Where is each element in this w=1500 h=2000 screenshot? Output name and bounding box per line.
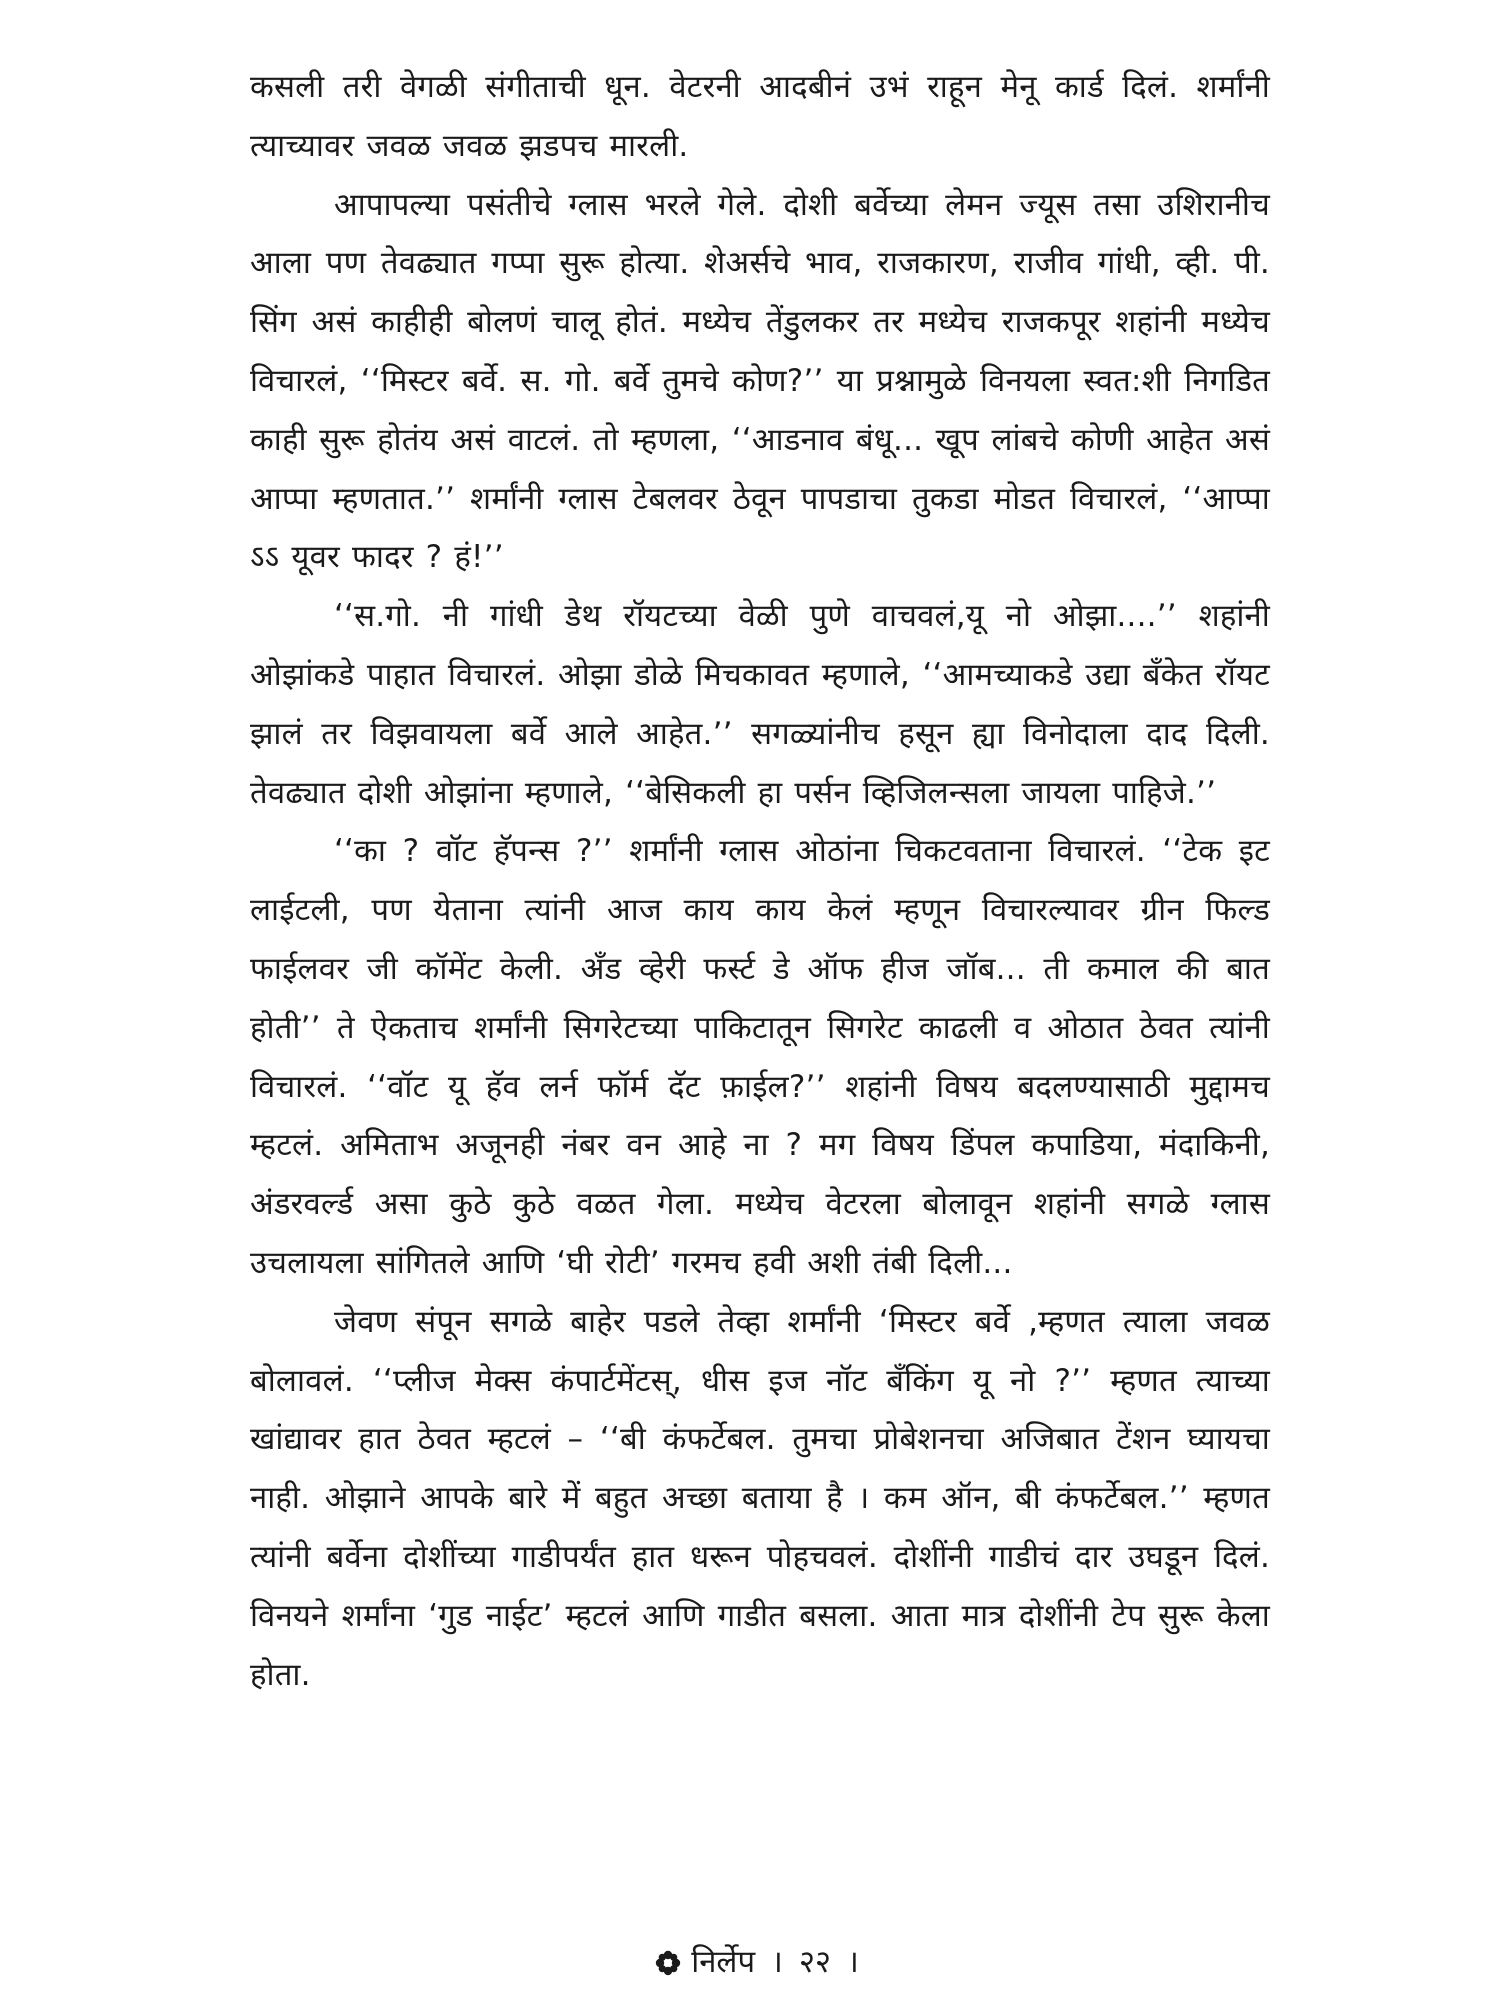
paragraph-1: कसली तरी वेगळी संगीताची धून. वेटरनी आदबीनं उभं राहून मेनू कार्ड दिलं. शर्मांनी त्याच्यावर जवळ जवळ झडपच मारली. bbox=[250, 69, 1270, 164]
flower-icon bbox=[655, 1948, 681, 1974]
footer-book-title: निर्लेप bbox=[691, 1944, 756, 1980]
page-footer bbox=[250, 1936, 1270, 1986]
paragraph-2: आपापल्या पसंतीचे ग्लास भरले गेले. दोशी बर्वेच्या लेमन ज्यूस तसा उशिरानीच आला पण तेवढ्यात गप्पा सुरू होत्या. शेअर्सचे भाव, राजकारण, राजीव गांधी, व्ही. पी. सिंग असं काहीही बोलणं चालू होतं. मध्येच तेंडुलकर तर मध्येच राजकपूर शहांनी मध्येच विचारलं, ‘‘मिस्टर बर्वे. स. गो. बर्वे तुमचे कोण?’’ या प्रश्नामुळे विनयला स्वत:शी निगडित काही सुरू होतंय असं वाटलं. तो म्हणला, ‘‘आडनाव बंधू... खूप लांबचे कोणी आहेत असं आप्पा म्हणतात.’’ शर्मांनी ग्लास टेबलवर ठेवून पापडाचा तुकडा मोडत विचारलं, ‘‘आप्पा ऽऽ यूवर फादर ? हं!’’ bbox=[250, 186, 1270, 576]
footer-separator: । bbox=[771, 1944, 783, 1980]
book-page bbox=[250, 58, 1270, 1980]
paragraph-4: ‘‘का ? वॉट हॅपन्स ?’’ शर्मांनी ग्लास ओठांना चिकटवताना विचारलं. ‘‘टेक इट लाईटली, पण येताना त्यांनी आज काय काय केलं म्हणून विचारल्यावर ग्रीन फिल्ड फाईलवर जी कॉमेंट केली. अँड व्हेरी फर्स्ट डे ऑफ हीज जॉब... ती कमाल की बात होती’’ ते ऐकताच शर्मांनी सिगरेटच्या पाकिटातून सिगरेट काढली व ओठात ठेवत त्यांनी विचारलं. ‘‘वॉट यू हॅव लर्न फॉर्म दॅट फ़ाईल?’’ शहांनी विषय बदलण्यासाठी मुद्दामच म्हटलं. अमिताभ अजूनही नंबर वन आहे ना ? मग विषय डिंपल कपाडिया, मंदाकिनी, अंडरवर्ल्ड असा कुठे कुठे वळत गेला. मध्येच वेटरला बोलावून शहांनी सगळे ग्लास उचलायला सांगितले आणि ‘घी रोटी’ गरमच हवी अशी तंबी दिली... bbox=[250, 833, 1270, 1281]
page-number: २२ bbox=[798, 1944, 832, 1980]
footer-end-mark: । bbox=[847, 1944, 859, 1980]
paragraph-5: जेवण संपून सगळे बाहेर पडले तेव्हा शर्मांनी ‘मिस्टर बर्वे ,म्हणत त्याला जवळ बोलावलं. ‘‘प्लीज मेक्स कंपार्टमेंटस्, धीस इज नॉट बँकिंग यू नो ?’’ म्हणत त्याच्या खांद्यावर हात ठेवत म्हटलं – ‘‘बी कंफर्टेबल. तुमचा प्रोबेशनचा अजिबात टेंशन घ्यायचा नाही. ओझाने आपके बारे में बहुत अच्छा बताया है । कम ऑन, बी कंफर्टेबल.’’ म्हणत त्यांनी बर्वेना दोशींच्या गाडीपर्यंत हात धरून पोहचवलं. दोशींनी गाडीचं दार उघडून दिलं. विनयने शर्मांना ‘गुड नाईट’ म्हटलं आणि गाडीत बसला. आता मात्र दोशींनी टेप सुरू केला होता. bbox=[250, 1303, 1270, 1693]
paragraph-3: ‘‘स.गो. नी गांधी डेथ रॉयटच्या वेळी पुणे वाचवलं,यू नो ओझा....’’ शहांनी ओझांकडे पाहात विचारलं. ओझा डोळे मिचकावत म्हणाले, ‘‘आमच्याकडे उद्या बँकेत रॉयट झालं तर विझवायला बर्वे आले आहेत.’’ सगळ्यांनीच हसून ह्या विनोदाला दाद दिली. तेवढ्यात दोशी ओझांना म्हणाले, ‘‘बेसिकली हा पर्सन व्हिजिलन्सला जायला पाहिजे.’’ bbox=[250, 598, 1270, 811]
